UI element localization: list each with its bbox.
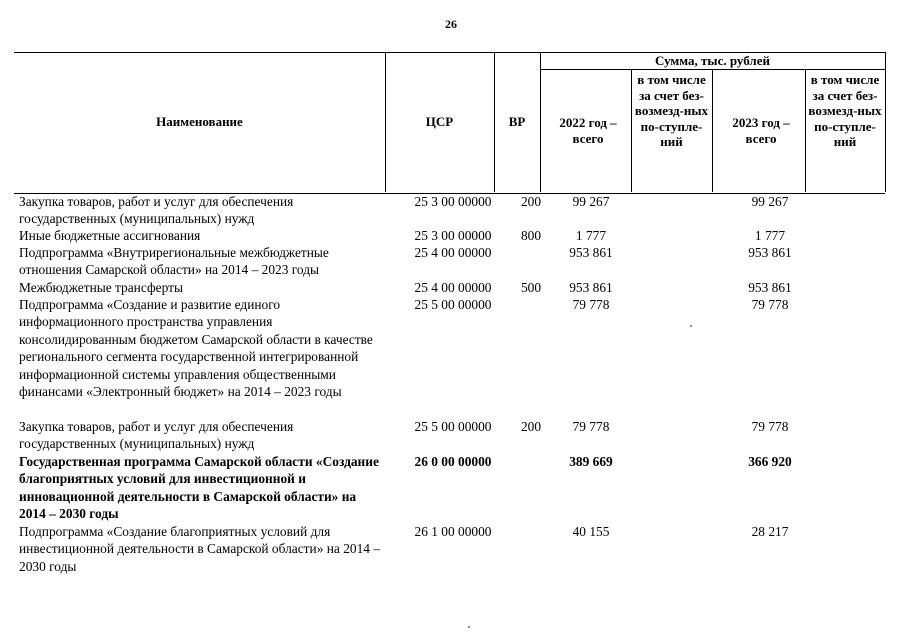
- row-csr: 25 3 00 00000: [414, 228, 492, 243]
- row-sum-2022: 79 778: [572, 297, 610, 312]
- row-sum-2022: 1 777: [575, 228, 607, 243]
- scan-speck: [690, 325, 692, 327]
- row-vr: 500: [520, 280, 542, 295]
- row-sum-2022: 40 155: [572, 524, 610, 539]
- header-2022-total: 2022 год – всего: [559, 115, 617, 146]
- row-csr: 25 3 00 00000: [414, 194, 492, 209]
- row-sum-2023: 79 778: [751, 297, 789, 312]
- row-sum-2022: 389 669: [569, 454, 613, 469]
- row-sum-2023: 953 861: [748, 280, 792, 295]
- header-divider: [540, 52, 541, 192]
- header-2023-incl: в том числе за счет без-возмезд-ных по-ступле-ний: [808, 72, 882, 149]
- row-name: Государственная программа Самарской области «Создание благоприятных условий для инвестиционной и инновационной деятельности в Самарской области» на 2014 – 2030 годы: [19, 454, 379, 522]
- row-sum-2023: 79 778: [751, 419, 789, 434]
- row-name: Закупка товаров, работ и услуг для обеспечения государственных (муниципальных) нужд: [19, 194, 294, 227]
- row-name: Межбюджетные трансферты: [19, 280, 183, 295]
- row-name: Подпрограмма «Создание и развитие единого информационного пространства управления консолидированным бюджетом Самарской области в качестве регионального сегмента государственной интегрированной информационной системы управления общественными финансами «Электронный бюджет» на 2014 – 2023 годы: [19, 297, 373, 400]
- row-sum-2022: 953 861: [569, 280, 613, 295]
- row-name: Подпрограмма «Создание благоприятных условий для инвестиционной деятельности в Самарской области» на 2014 – 2030 годы: [19, 524, 381, 574]
- row-csr: 25 5 00 00000: [414, 419, 492, 434]
- row-csr: 25 4 00 00000: [414, 280, 492, 295]
- row-sum-2022: 99 267: [572, 194, 610, 209]
- row-csr: 26 0 00 00000: [414, 454, 492, 469]
- row-sum-2023: 953 861: [748, 245, 792, 260]
- header-divider: [712, 69, 713, 192]
- row-vr: 200: [520, 419, 542, 434]
- row-sum-2023: 366 920: [748, 454, 792, 469]
- row-vr: 800: [520, 228, 542, 243]
- row-sum-2022: 953 861: [569, 245, 613, 260]
- header-csr: ЦСР: [425, 114, 454, 130]
- page-number: 26: [445, 17, 457, 31]
- header-2023-total: 2023 год – всего: [732, 115, 790, 146]
- row-csr: 25 4 00 00000: [414, 245, 492, 260]
- row-name: Иные бюджетные ассигнования: [19, 228, 201, 243]
- row-csr: 26 1 00 00000: [414, 524, 492, 539]
- header-sum-group: Сумма, тыс. рублей: [655, 52, 770, 68]
- row-vr: 200: [520, 194, 542, 209]
- row-sum-2023: 28 217: [751, 524, 789, 539]
- row-name: Подпрограмма «Внутрирегиональные межбюджетные отношения Самарской области» на 2014 – 2023 годы: [19, 245, 329, 278]
- header-divider: [885, 52, 886, 192]
- row-sum-2023: 1 777: [754, 228, 786, 243]
- row-sum-2022: 79 778: [572, 419, 610, 434]
- header-2022-incl: в том числе за счет без-возмезд-ных по-ступле-ний: [634, 72, 709, 149]
- row-name: Закупка товаров, работ и услуг для обеспечения государственных (муниципальных) нужд: [19, 419, 294, 452]
- header-vr: ВР: [508, 114, 526, 130]
- scan-speck: [468, 626, 470, 628]
- header-name: Наименование: [156, 114, 243, 130]
- row-sum-2023: 99 267: [751, 194, 789, 209]
- row-csr: 25 5 00 00000: [414, 297, 492, 312]
